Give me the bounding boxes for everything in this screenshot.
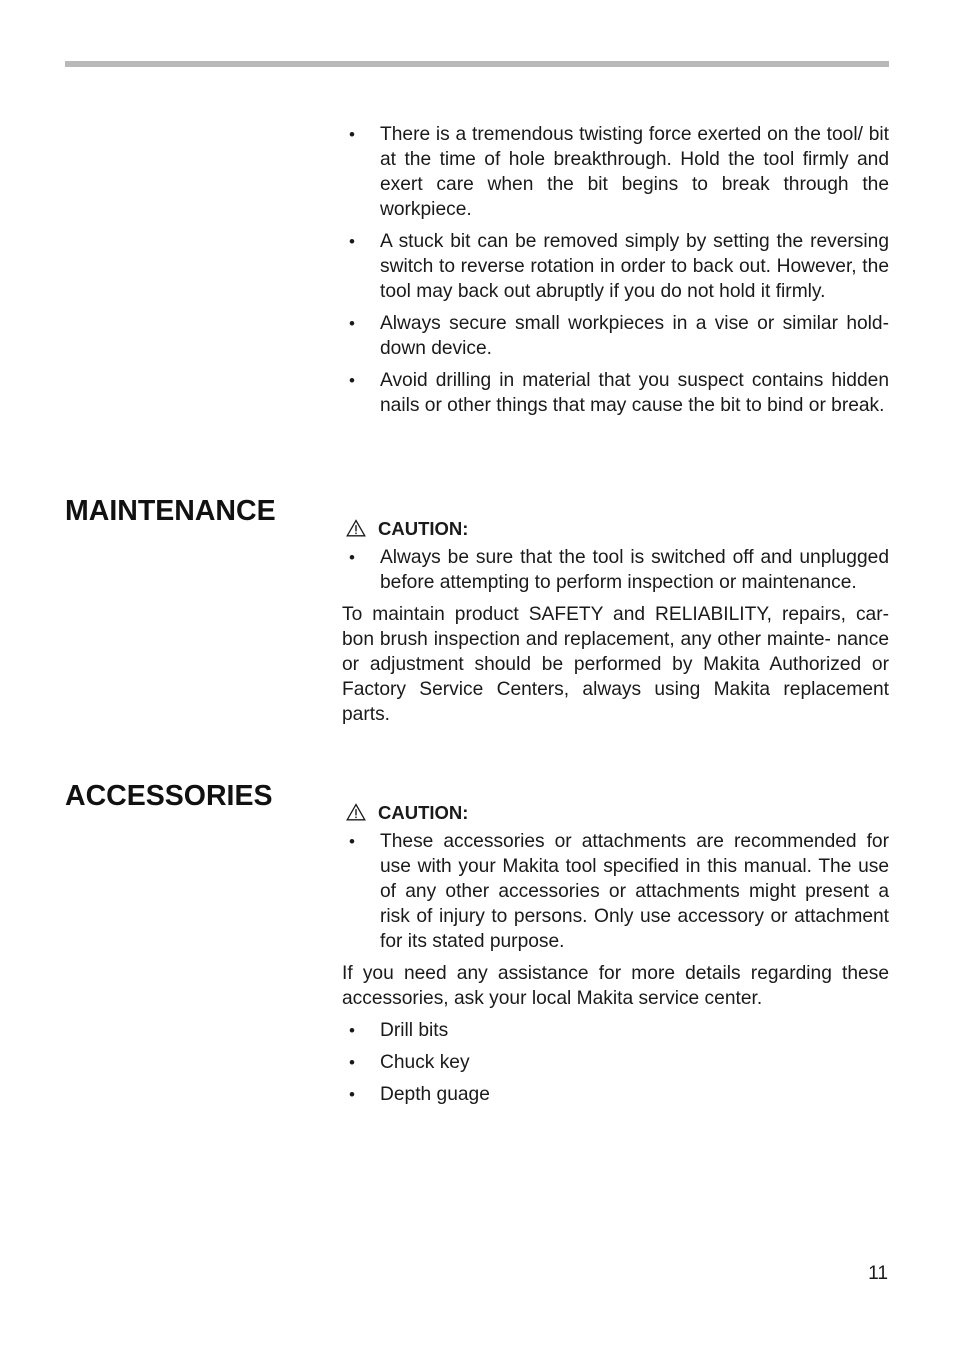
- list-item: [342, 311, 889, 361]
- list-item-text: Avoid drilling in material that you suspect contains hidden nails or other things that may cause the bit to bind or break.: [380, 370, 889, 416]
- bullet-dot-icon: •: [349, 1021, 355, 1040]
- bullet-dot-icon: •: [349, 125, 355, 144]
- page-number: 11: [868, 1263, 888, 1284]
- bullet-dot-icon: •: [349, 371, 355, 390]
- list-item: [342, 545, 889, 595]
- safety-bullet-list: [342, 122, 889, 418]
- safety-bullets-block: [342, 122, 889, 425]
- accessory-item: Chuck key: [380, 1052, 470, 1073]
- list-item-text: Always secure small workpieces in a vise or similar hold- down device.: [380, 313, 889, 359]
- accessories-paragraph: If you need any assistance for more details regarding these accessories, ask your local Makita service center.: [342, 963, 889, 1009]
- list-item: [342, 368, 889, 418]
- warning-triangle-icon: [346, 519, 366, 537]
- caution-text: CAUTION:: [378, 801, 469, 823]
- list-item-text: These accessories or attachments are recommended for use with your Makita tool specified in this manual. The use of any other accessories or attachments might present a risk of injury to persons. Only use accessory or attachment for its stated purpose.: [380, 831, 889, 952]
- list-item: [342, 229, 889, 304]
- list-item: [342, 1082, 889, 1107]
- accessory-item: Drill bits: [380, 1020, 449, 1041]
- list-item-text: A stuck bit can be removed simply by setting the reversing switch to reverse rotation in order to back out. However, the tool may back out abruptly if you do not hold it firmly.: [380, 231, 889, 302]
- list-item-text: Always be sure that the tool is switched off and unplugged before attempting to perform inspection or maintenance.: [380, 547, 889, 593]
- maintenance-block: [342, 515, 889, 734]
- warning-triangle-icon: [346, 803, 366, 821]
- list-item: [342, 1050, 889, 1075]
- maintenance-heading: MAINTENANCE: [65, 495, 276, 527]
- caution-text: CAUTION:: [378, 517, 469, 539]
- accessories-block: [342, 799, 889, 1114]
- bullet-dot-icon: •: [349, 1085, 355, 1104]
- bullet-dot-icon: •: [349, 832, 355, 851]
- list-item-text: There is a tremendous twisting force exerted on the tool/ bit at the time of hole breakthrough. Hold the tool firmly and exert care when the bit begins to break through the workpiece.: [380, 124, 889, 220]
- list-item: [342, 122, 889, 222]
- top-rule: [65, 61, 889, 67]
- caution-label: [342, 515, 889, 541]
- list-item: [342, 829, 889, 954]
- accessories-caution-list: [342, 829, 889, 954]
- accessory-item: Depth guage: [380, 1084, 490, 1105]
- list-item: [342, 1018, 889, 1043]
- bullet-dot-icon: •: [349, 1053, 355, 1072]
- bullet-dot-icon: •: [349, 232, 355, 251]
- accessories-heading: ACCESSORIES: [65, 780, 273, 812]
- maintenance-caution-list: [342, 545, 889, 595]
- bullet-dot-icon: •: [349, 314, 355, 333]
- bullet-dot-icon: •: [349, 548, 355, 567]
- maintenance-paragraph: To maintain product SAFETY and RELIABILITY, repairs, car- bon brush inspection and replacement, any other mainte- nance or adjustment should be performed by Makita Authorized or Factory Service Centers, always using Makita replacement parts.: [342, 604, 889, 725]
- accessories-item-list: [342, 1018, 889, 1107]
- caution-label: [342, 799, 889, 825]
